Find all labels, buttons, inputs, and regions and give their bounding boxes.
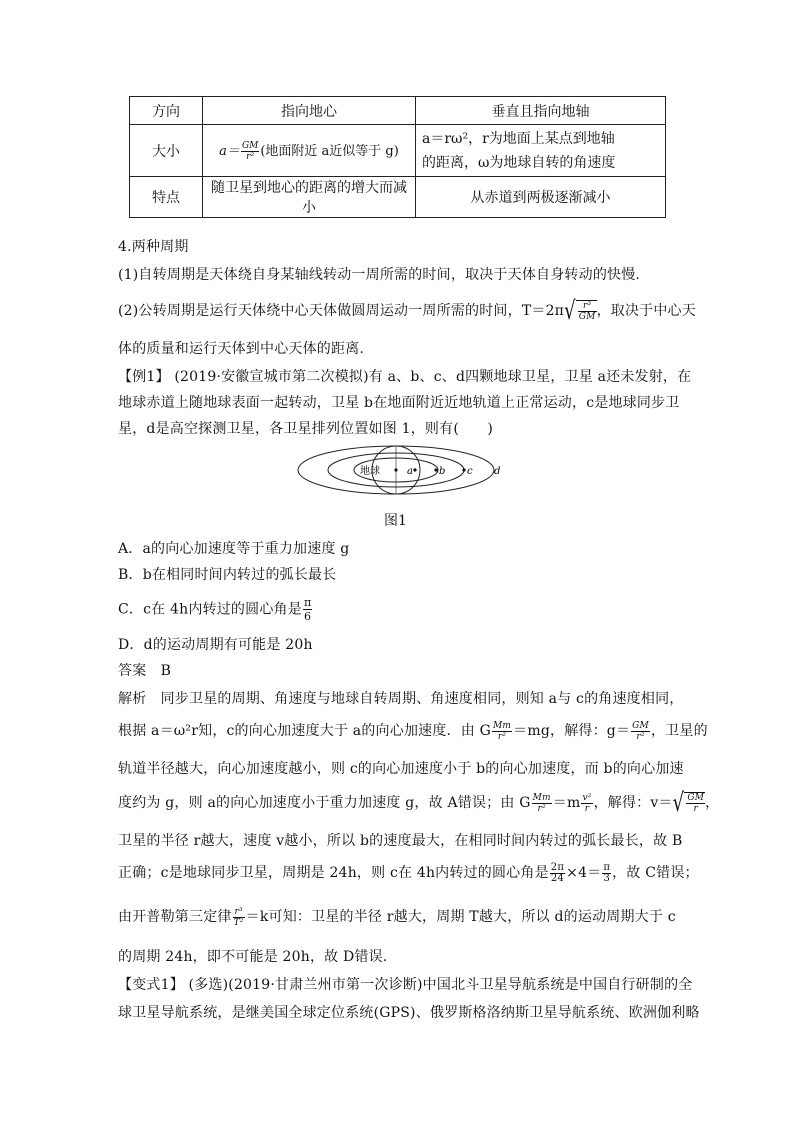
earth-label: 地球 (360, 466, 380, 477)
analysis-text: ，解得：v＝ (593, 795, 673, 811)
satellite-c (462, 468, 465, 471)
analysis-line: 卫星的半径 r越大，速度 v越小，所以 b的速度最大，在相同时间内转过的弧长最长，故 B (118, 833, 683, 849)
table-row-label: 特点 (130, 177, 203, 218)
sqrt-content (576, 300, 597, 322)
answer: 答案 B (118, 663, 172, 679)
earth-center (394, 468, 397, 471)
analysis-text: ＝mg，解得：g＝ (513, 723, 631, 739)
fraction-denominator: T² (233, 917, 244, 928)
fraction (303, 596, 312, 623)
section-title: 4.两种周期 (118, 239, 189, 255)
table-cell: 随卫星到地心的距离的增大而减小 (203, 177, 416, 218)
fraction-numerator: GM (241, 140, 259, 151)
analysis-text: ＝m (552, 795, 581, 811)
analysis-text: 度约为 g，则 a的向心加速度小于重力加速度 g，故 A错误；由 G (118, 795, 531, 811)
satellite-a (413, 468, 416, 471)
analysis-line (118, 788, 720, 818)
analysis-line: 轨道半径越大，向心加速度越小，则 c的向心加速度小于 b的向心加速度，而 b的向心加速 (118, 761, 684, 777)
fraction-numerator: π (603, 861, 611, 873)
fraction (241, 141, 259, 162)
paragraph (118, 296, 696, 326)
paragraph: 体的质量和运行天体到中心天体的距离. (118, 341, 365, 357)
acceleration-table (129, 96, 666, 218)
analysis-line (118, 862, 699, 884)
label-b: b (439, 466, 446, 477)
paragraph: (1)自转周期是天体绕自身某轴线转动一周所需的时间，取决于天体自身转动的快慢. (118, 267, 641, 283)
fraction-denominator: r² (537, 803, 546, 814)
fraction-numerator: GM (632, 720, 649, 731)
analysis-text: 由开普勒第三定律 (118, 909, 232, 925)
satellite-b (434, 468, 437, 471)
option-text: C．c在 4h内转过的圆心角是 (118, 601, 302, 618)
formula-text: a＝ (219, 143, 240, 159)
fraction-denominator: r² (246, 151, 255, 162)
variant-line: 球卫星导航系统，是继美国全球定位系统(GPS)、俄罗斯格洛纳斯卫星导航系统、欧洲伽利略 (118, 1005, 700, 1021)
fraction-numerator: v² (582, 792, 592, 803)
analysis-line: 解析 同步卫星的周期、角速度与地球自转周期、角速度相同，则知 a与 c的角速度相同， (118, 691, 684, 707)
fraction (581, 793, 592, 814)
example-line: 星，d是高空探测卫星，各卫星排列位置如图 1，则有( ) (118, 421, 494, 437)
table-cell (416, 125, 666, 177)
label-c: c (467, 466, 473, 477)
table-cell-line: a＝rω²，r为地面上某点到地轴 (422, 130, 615, 147)
analysis-text: ，卫星的 (650, 723, 708, 739)
sqrt-content (684, 792, 705, 814)
analysis-text: ＝k可知：卫星的半径 r越大，周期 T越大，所以 d的运动周期大于 c (245, 909, 676, 925)
fraction-denominator: 3 (603, 872, 611, 884)
analysis-text: ×4＝ (566, 865, 602, 881)
fraction-denominator: r² (636, 731, 645, 742)
fraction (492, 721, 512, 742)
fraction-numerator: Mm (532, 792, 551, 803)
fraction (550, 863, 565, 884)
sqrt-sign: √ (672, 788, 685, 818)
fraction-denominator: 24 (550, 872, 565, 884)
label-a: a (407, 466, 413, 477)
analysis-line: 的周期 24h，即不可能是 20h，故 D错误. (118, 949, 388, 965)
table-header-cell: 方向 (130, 97, 203, 125)
fraction-numerator: Mm (493, 720, 512, 731)
paragraph-text: ，取决于中心天 (596, 303, 696, 319)
option-d: D．d的运动周期有可能是 20h (118, 637, 313, 653)
analysis-line (118, 720, 708, 742)
fraction-numerator: r³ (234, 906, 243, 917)
paragraph-text: (2)公转周期是运行天体绕中心天体做圆周运动一周所需的时间，T＝2π (118, 303, 565, 319)
sqrt-sign: √ (564, 296, 576, 326)
fraction-numerator: GM (687, 793, 705, 803)
option-a: A．a的向心加速度等于重力加速度 g (118, 541, 350, 557)
fraction (532, 793, 552, 814)
label-d: d (494, 466, 501, 477)
formula-note: (地面附近 a近似等于 g) (260, 143, 399, 159)
example-line: 地球赤道上随地球表面一起转动，卫星 b在地面附近近地轨道上正常运动，c是地球同步卫 (118, 395, 680, 411)
satellite-orbit-figure (296, 444, 506, 496)
analysis-text: 根据 a＝ω²r知，c的向心加速度大于 a的向心加速度．由 G (118, 723, 491, 739)
table-header-cell: 垂直且指向地轴 (416, 97, 666, 125)
fraction-denominator: r (584, 803, 590, 814)
fraction-denominator: r² (497, 731, 507, 742)
option-b: B．b在相同时间内转过的弧长最长 (118, 567, 337, 583)
fraction-denominator: r (693, 804, 698, 814)
table-cell: 从赤道到两极逐渐减小 (416, 177, 666, 218)
fraction-denominator: 6 (304, 610, 312, 623)
figure-caption: 图1 (384, 513, 407, 529)
variant-line: 【变式1】 (多选)(2019·甘肃兰州市第一次诊断)中国北斗卫星导航系统是中国自行研制的全 (118, 977, 693, 993)
table-row-label: 大小 (130, 125, 203, 177)
table-cell (203, 125, 416, 177)
fraction (233, 907, 245, 928)
fraction (631, 721, 650, 742)
fraction (602, 863, 611, 884)
fraction-numerator: π (303, 596, 312, 609)
fraction-numerator: 2π (550, 861, 565, 873)
fraction-numerator: r³ (578, 301, 597, 312)
analysis-line (118, 906, 676, 928)
example-line: 【例1】 (2019·安徽宣城市第二次模拟)有 a、b、c、d四颗地球卫星，卫星 a还未发射，在 (118, 369, 692, 385)
option-c (118, 596, 313, 623)
table-header-cell: 指向地心 (203, 97, 416, 125)
analysis-text: ， (705, 795, 720, 811)
table-cell-line: 的距离，ω为地球自转的角速度 (422, 154, 616, 171)
fraction-denominator: GM (578, 312, 596, 322)
analysis-text: ，故 C错误； (612, 865, 699, 881)
analysis-text: 正确；c是地球同步卫星，周期是 24h，则 c在 4h内转过的圆心角是 (118, 865, 549, 881)
